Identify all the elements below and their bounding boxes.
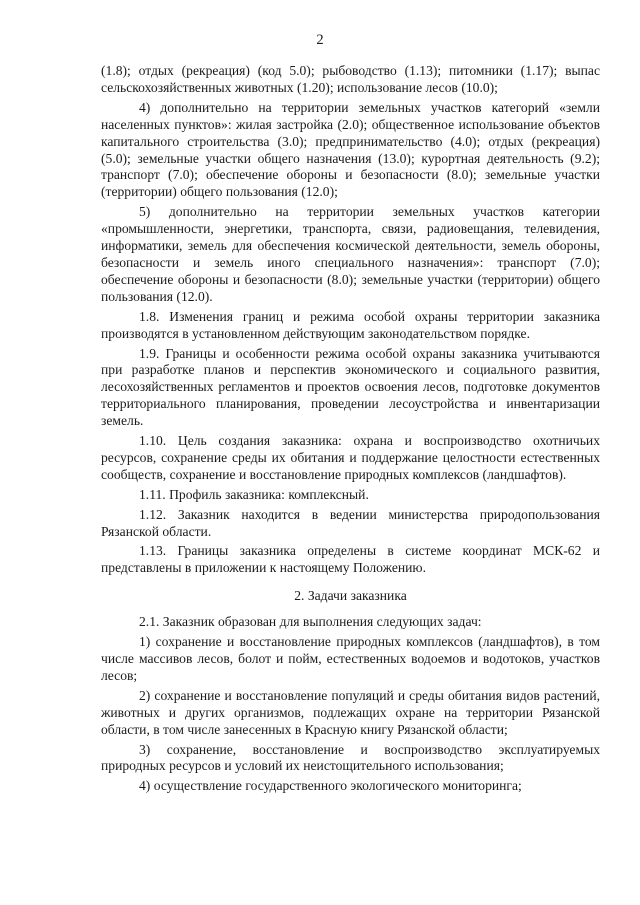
page-number: 2 — [316, 32, 324, 48]
section-heading: 2. Задачи заказника — [294, 588, 407, 604]
paragraph-1-9: 1.9. Границы и особенности режима особой охраны заказника учитываются при разработке планов и перспектив экономического и социального развития, лесохозяйственных регламентов и проектов освоения лесов, подготовке документов территориального планирования, проведении лесоустройства и инвентаризации земель. — [101, 345, 600, 429]
paragraph-1-8: 1.8. Изменения границ и режима особой охраны территории заказника производятся в установленном действующим законодательством порядке. — [101, 308, 600, 341]
paragraph-1-13: 1.13. Границы заказника определены в системе координат МСК-62 и представлены в приложении к настоящему Положению. — [101, 543, 600, 576]
paragraph-1-12: 1.12. Заказник находится в ведении министерства природопользования Рязанской области. — [101, 506, 600, 539]
paragraph-item-5: 5) дополнительно на территории земельных участков категории «промышленности, энергетики, транспорта, связи, радиовещания, телевидения, информатики, земель для обеспечения космической деятельности, земель обороны, безопасности и земель иного специального назначения»: транспорт (7.0); обеспечение обороны и безопасности (8.0); земельные участки (территории) общего пользования (12.0). — [101, 204, 600, 304]
document-body — [101, 63, 600, 795]
paragraph-2-1: 2.1. Заказник образован для выполнения следующих задач: — [139, 614, 482, 630]
paragraph-item-4: 4) дополнительно на территории земельных участков категорий «земли населенных пунктов»: жилая застройка (2.0); общественное использование объектов капитального строительства (3.0); предпринимательство (4.0); отдых (рекреация) (5.0); земельные участки общего назначения (13.0); курортная деятельность (9.2); транспорт (7.0); обеспечение обороны и безопасности (8.0); земельные участки (территории) общего пользования (12.0); — [101, 99, 600, 200]
task-item-1: 1) сохранение и восстановление природных комплексов (ландшафтов), в том числе массивов лесов, болот и пойм, естественных водоемов и водотоков, участков лесов; — [101, 634, 600, 683]
paragraph-continuation: (1.8); отдых (рекреация) (код 5.0); рыбоводство (1.13); питомники (1.17); выпас сельскохозяйственных животных (1.20); использование лесов (10.0); — [101, 63, 600, 95]
paragraph-1-10: 1.10. Цель создания заказника: охрана и воспроизводство охотничьих ресурсов, сохранение среды их обитания и поддержание целостности естественных сообществ, сохранение и восстановление природных комплексов (ландшафтов). — [101, 433, 600, 482]
task-item-3: 3) сохранение, восстановление и воспроизводство эксплуатируемых природных ресурсов и условий их неистощительного использования; — [101, 741, 600, 774]
paragraph-1-11: 1.11. Профиль заказника: комплексный. — [139, 486, 369, 502]
task-item-2: 2) сохранение и восстановление популяций и среды обитания видов растений, животных и других организмов, подлежащих охране на территории Рязанской области, в том числе занесенных в Красную книгу Рязанской области; — [101, 687, 600, 737]
task-item-4: 4) осуществление государственного экологического мониторинга; — [139, 778, 522, 794]
